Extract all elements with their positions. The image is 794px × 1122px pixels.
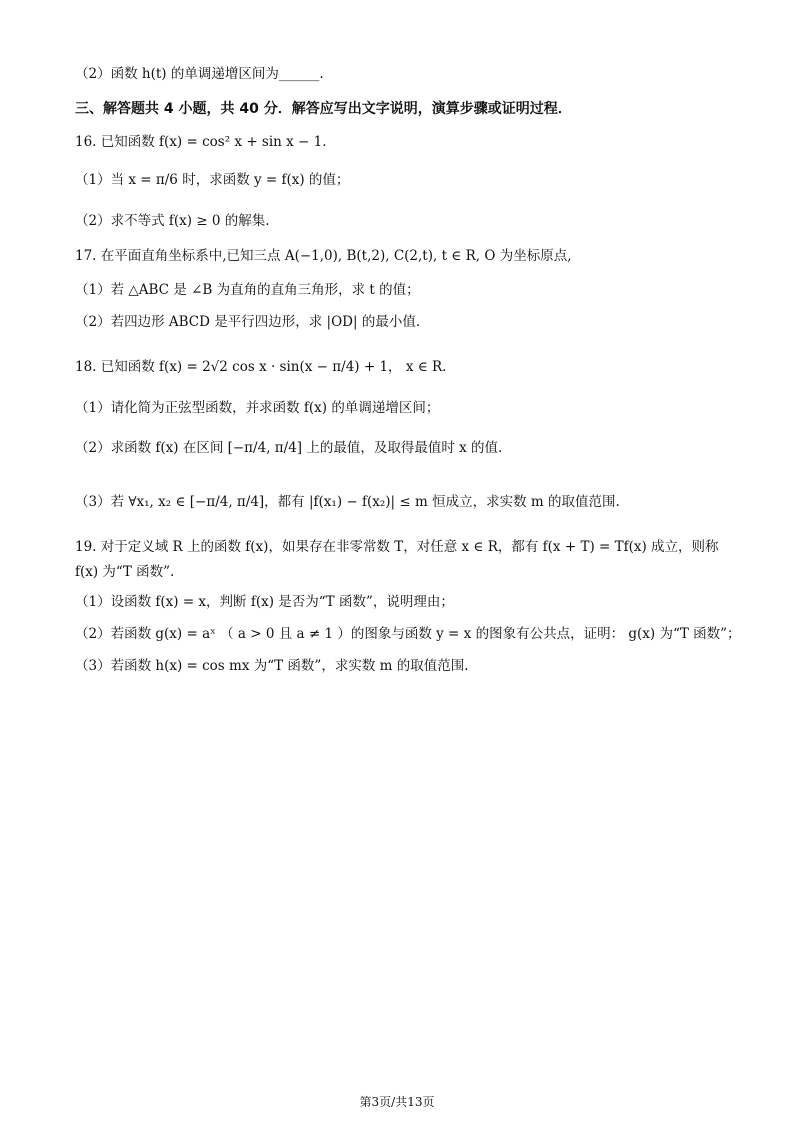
question-18-part-1: （1）请化简为正弦型函数，并求函数 f(x) 的单调递增区间； [75,400,440,416]
question-17-part-2: （2）若四边形 ABCD 是平行四边形，求 |OD| 的最小值. [75,314,421,330]
page-number-footer: 第3页/共13页 [359,1095,435,1109]
question-15-part-2: （2）函数 h(t) 的单调递增区间为______. [75,66,324,82]
question-19-part-2: （2）若函数 g(x) = aˣ （ a > 0 且 a ≠ 1 ）的图象与函数 y = x 的图象有公共点，证明： g(x) 为“T 函数”； [75,626,741,642]
question-19-part-1: （1）设函数 f(x) = x，判断 f(x) 是否为“T 函数”，说明理由； [75,594,454,610]
question-18-part-3: （3）若 ∀x₁, x₂ ∈ [−π/4, π/4]，都有 |f(x₁) − f(x₂)| ≤ m 恒成立，求实数 m 的取值范围. [75,494,620,510]
question-17-part-1: （1）若 △ABC 是 ∠B 为直角的直角三角形，求 t 的值； [75,282,420,298]
question-16-part-1: （1）当 x = π/6 时，求函数 y = f(x) 的值； [75,172,350,188]
question-18-part-2: （2）求函数 f(x) 在区间 [−π/4, π/4] 上的最值，及取得最值时 x 的值. [75,440,503,456]
question-16-part-2: （2）求不等式 f(x) ≥ 0 的解集. [75,213,270,229]
question-16-stem: 16. 已知函数 f(x) = cos² x + sin x − 1. [75,134,327,150]
question-19-stem-continued: f(x) 为“T 函数”. [75,564,175,580]
question-18-stem: 18. 已知函数 f(x) = 2√2 cos x · sin(x − π/4) + 1， x ∈ R. [75,359,447,375]
section-heading-answer-questions: 三、解答题共 4 小题，共 40 分．解答应写出文字说明，演算步骤或证明过程． [75,101,572,117]
question-19-part-3: （3）若函数 h(x) = cos mx 为“T 函数”，求实数 m 的取值范围. [75,658,469,674]
question-19-stem: 19. 对于定义域 R 上的函数 f(x)，如果存在非零常数 T，对任意 x ∈ R，都有 f(x + T) = Tf(x) 成立，则称 [75,539,719,555]
question-17-stem: 17. 在平面直角坐标系中,已知三点 A(−1,0), B(t,2), C(2,t), t ∈ R, O 为坐标原点, [75,248,572,264]
